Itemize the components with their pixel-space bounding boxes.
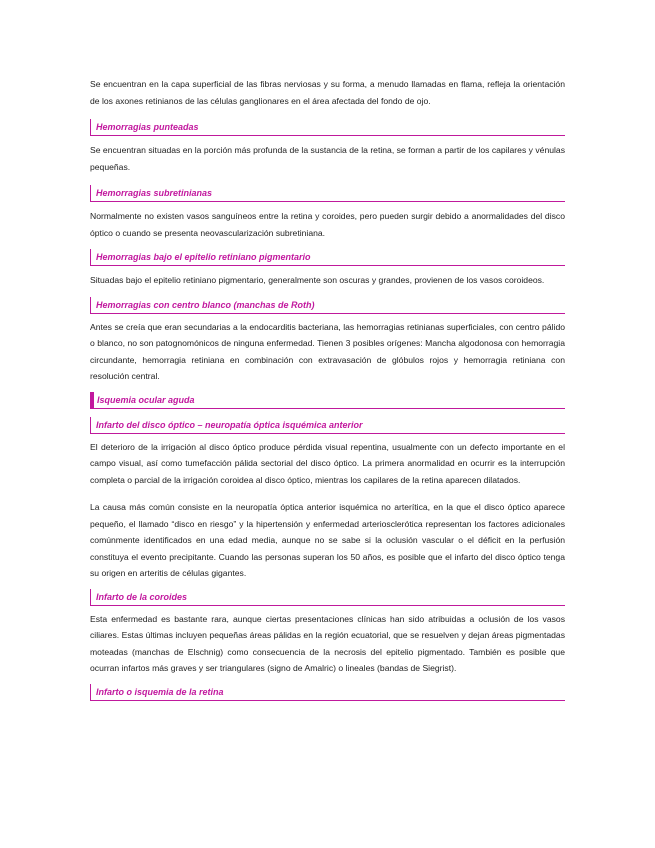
paragraph-hemorragias-punteadas: Se encuentran situadas en la porción más profunda de la sustancia de la retina, se forman a partir de los capilares y vénulas pequeñas. — [90, 145, 565, 172]
heading-infarto-retina: Infarto o isquemia de la retina — [90, 684, 565, 701]
paragraph-infarto-disco-optico: El deterioro de la irrigación al disco óptico produce pérdida visual repentina, usualmente con un defecto importante en el campo visual, así como tumefacción pálida sectorial del disco óptico. La primera anormalidad en ocurrir es la interrupción completa o parcial de la irrigación coroidea al disco óptico, mientras los capilares de la retina aparecen dilatados. — [90, 441, 565, 485]
paragraph-neuropatia-optica-causa: La causa más común consiste en la neuropatía óptica anterior isquémica no arterítica, en la que el disco óptico aparece pequeño, el llamado “disco en riesgo” y la hipertensión y enfermedad arteriosclerótica representan los factores adicionales comúnmente identificados en una edad media, aunque no se sabe si la oclusión vascular o el déficit en la perfusión constituya el evento precipitante. Cuando las personas superan los 50 años, es posible que el infarto del disco óptico tenga su origen en arteritis de células gigantes. — [90, 502, 565, 578]
paragraph-hemorragias-epitelio-pigmentario: Situadas bajo el epitelio retiniano pigmentario, generalmente son oscuras y grandes, provienen de los vasos coroideos. — [90, 275, 545, 285]
paragraph-hemorragias-subretinianas: Normalmente no existen vasos sanguíneos entre la retina y coroides, pero pueden surgir debido a anormalidades del disco óptico o cuando se presenta neovascularización subretiniana. — [90, 211, 565, 238]
paragraph-flame-hemorrhages: Se encuentran en la capa superficial de las fibras nerviosas y su forma, a menudo llamadas en flama, refleja la orientación de los axones retinianos de las células ganglionares en el área afectada del fondo de ojo. — [90, 79, 565, 106]
paragraph-manchas-de-roth: Antes se creía que eran secundarias a la endocarditis bacteriana, las hemorragias retinianas superficiales, con centro pálido o blanco, no son patognomónicos de ninguna enfermedad. Tienen 3 posibles orígenes: Mancha algodonosa con hemorragia circundante, hemorragia retiniana en combinación con extravasación de glóbulos rojos y hemorragia retiniana con resolución central. — [90, 321, 565, 381]
heading-isquemia-ocular-aguda: Isquemia ocular aguda — [90, 392, 565, 409]
heading-hemorragias-epitelio-pigmentario: Hemorragias bajo el epitelio retiniano pigmentario — [90, 249, 565, 266]
heading-hemorragias-subretinianas: Hemorragias subretinianas — [90, 185, 565, 202]
heading-manchas-de-roth: Hemorragias con centro blanco (manchas de Roth) — [90, 297, 565, 314]
document-page — [90, 76, 565, 701]
heading-infarto-coroides: Infarto de la coroides — [90, 589, 565, 606]
heading-hemorragias-punteadas: Hemorragias punteadas — [90, 119, 565, 136]
paragraph-infarto-coroides: Esta enfermedad es bastante rara, aunque ciertas presentaciones clínicas han sido atribuidas a oclusión de los vasos ciliares. Estas últimas incluyen pequeñas áreas pálidas en la región ecuatorial, que se resuelven y dejan áreas pigmentadas moteadas (manchas de Elschnig) como consecuencia de la necrosis del epitelio pigmentado. También es posible que ocurran infartos más graves y ser triangulares (signo de Amalric) o lineales (bandas de Siegrist). — [90, 613, 565, 673]
heading-infarto-disco-optico: Infarto del disco óptico – neuropatía óptica isquémica anterior — [90, 417, 565, 434]
